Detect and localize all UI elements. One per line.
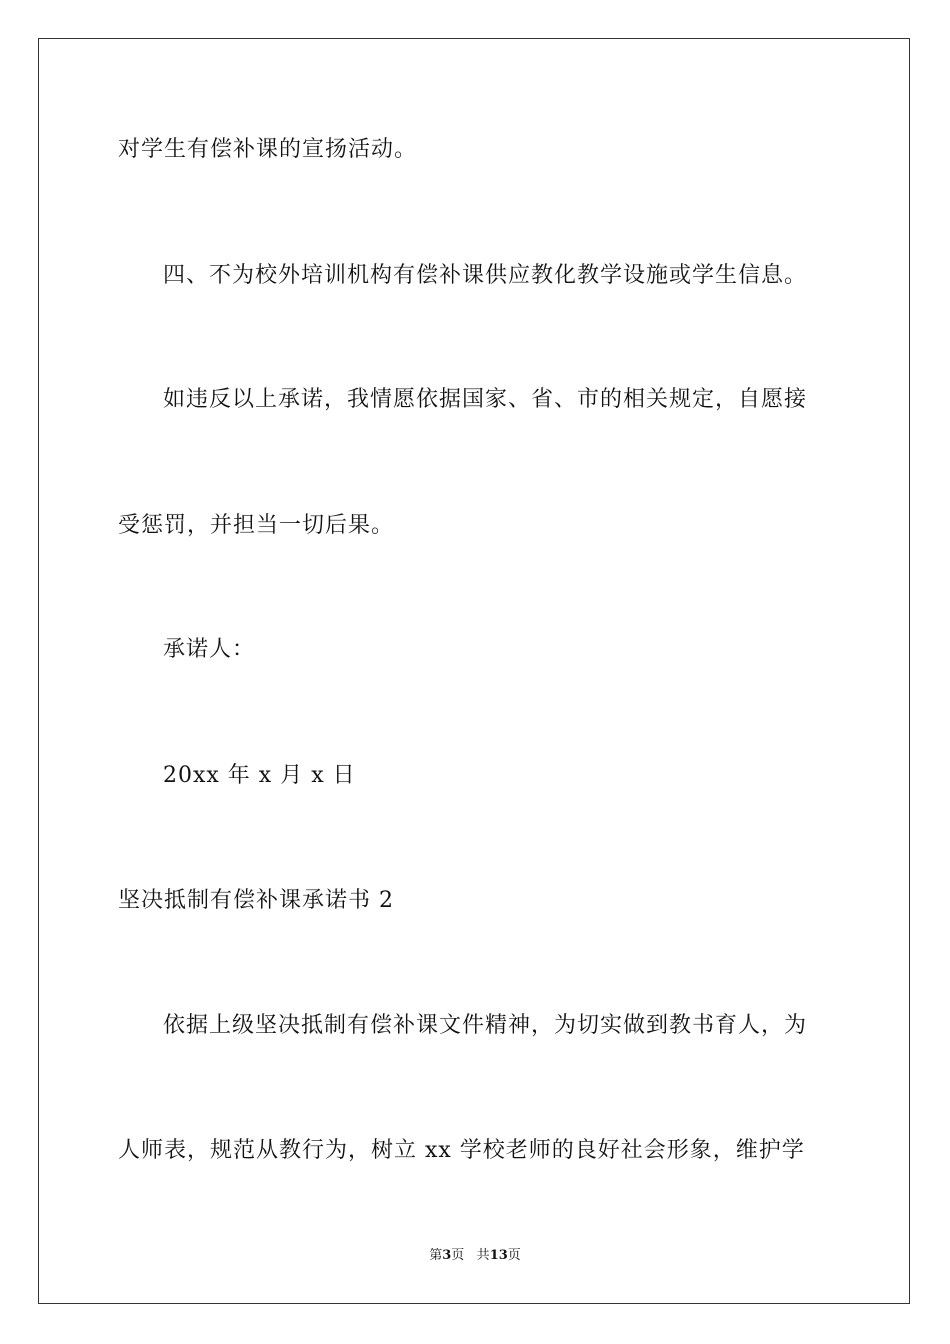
text-line: 依据上级坚决抵制有偿补课文件精神，为切实做到教书育人，为 <box>163 1013 808 1038</box>
date-line: 20xx 年 x 月 x 日 <box>163 763 356 788</box>
text-line: 如违反以上承诺，我情愿依据国家、省、市的相关规定，自愿接 <box>163 387 808 412</box>
section-title: 坚决抵制有偿补课承诺书 2 <box>118 888 394 913</box>
footer-total-prefix: 共 <box>476 1248 490 1263</box>
footer-page-prefix: 第 <box>429 1248 443 1263</box>
text-line: 对学生有偿补课的宣扬活动。 <box>118 137 418 162</box>
text-line: 受惩罚，并担当一切后果。 <box>118 513 395 538</box>
text-line: 四、不为校外培训机构有偿补课供应教化教学设施或学生信息。 <box>163 263 808 288</box>
footer-page-suffix: 页 <box>451 1248 465 1263</box>
text-line: 人师表，规范从教行为，树立 xx 学校老师的良好社会形象，维护学 <box>118 1138 805 1163</box>
page-frame <box>38 38 910 1304</box>
footer-total-pages: 13 <box>489 1248 508 1263</box>
page-footer <box>0 1247 950 1265</box>
footer-total-suffix: 页 <box>507 1248 521 1263</box>
footer-page-number: 3 <box>442 1248 452 1263</box>
signatory-label: 承诺人： <box>163 637 256 662</box>
